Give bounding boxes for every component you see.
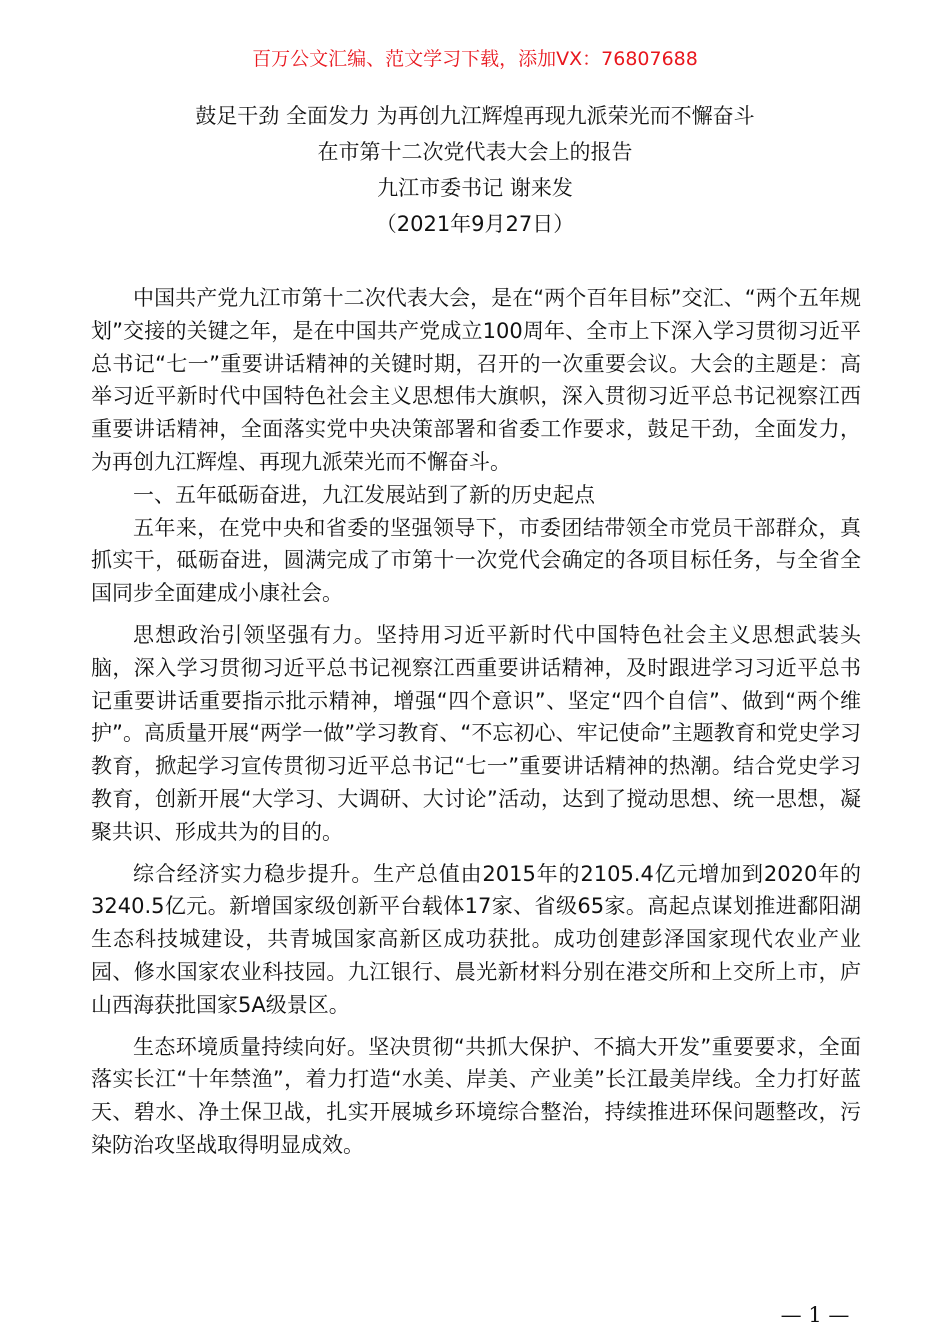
body-paragraph: 思想政治引领坚强有力。坚持用习近平新时代中国特色社会主义思想武装头脑，深入学习贯彻习近平总书记视察江西重要讲话精神，及时跟进学习习近平总书记重要讲话重要指示批示精神，增强“四个意识”、坚定“四个自信”、做到“两个维护”。高质量开展“两学一做”学习教育、“不忘初心、牢记使命”主题教育和党史学习教育，掀起学习宣传贯彻习近平总书记“七一”重要讲话精神的热潮。结合党史学习教育，创新开展“大学习、大调研、大讨论”活动，达到了搅动思想、统一思想，凝聚共识、形成共为的目的。	[91, 622, 861, 844]
report-subtitle: 在市第十二次党代表大会上的报告	[317, 140, 633, 164]
watermark-banner: 百万公文汇编、范文学习下载，添加VX：76807688	[252, 48, 698, 70]
section-heading: 一、五年砥砺奋进，九江发展站到了新的历史起点	[133, 482, 595, 507]
page-number: — 1 —	[780, 1303, 850, 1327]
body-paragraph: 五年来，在党中央和省委的坚强领导下，市委团结带领全市党员干部群众，真抓实干，砥砺奋进，圆满完成了市第十一次党代会确定的各项目标任务，与全省全国同步全面建成小康社会。	[91, 515, 861, 606]
author-line: 九江市委书记 谢来发	[377, 176, 573, 200]
report-date: （2021年9月27日）	[375, 212, 575, 236]
intro-paragraph: 中国共产党九江市第十二次代表大会，是在“两个百年目标”交汇、“两个五年规划”交接的关键之年，是在中国共产党成立100周年、全市上下深入学习贯彻习近平总书记“七一”重要讲话精神的关键时期，召开的一次重要会议。大会的主题是：高举习近平新时代中国特色社会主义思想伟大旗帜，深入贯彻习近平总书记视察江西重要讲话精神，全面落实党中央决策部署和省委工作要求，鼓足干劲，全面发力，为再创九江辉煌、再现九派荣光而不懈奋斗。	[91, 286, 861, 474]
body-paragraph: 综合经济实力稳步提升。生产总值由2015年的2105.4亿元增加到2020年的3240.5亿元。新增国家级创新平台载体17家、省级65家。高起点谋划推进鄱阳湖生态科技城建设，共青城国家高新区成功获批。成功创建彭泽国家现代农业产业园、修水国家农业科技园。九江银行、晨光新材料分别在港交所和上交所上市，庐山西海获批国家5A级景区。	[91, 861, 861, 1017]
report-title: 鼓足干劲 全面发力 为再创九江辉煌再现九派荣光而不懈奋斗	[195, 104, 755, 128]
report-body	[91, 282, 861, 1162]
body-paragraph: 生态环境质量持续向好。坚决贯彻“共抓大保护、不搞大开发”重要要求，全面落实长江“十年禁渔”，着力打造“水美、岸美、产业美”长江最美岸线。全力打好蓝天、碧水、净土保卫战，扎实开展城乡环境综合整治，持续推进环保问题整改，污染防治攻坚战取得明显成效。	[91, 1034, 861, 1157]
title-block	[0, 98, 950, 242]
